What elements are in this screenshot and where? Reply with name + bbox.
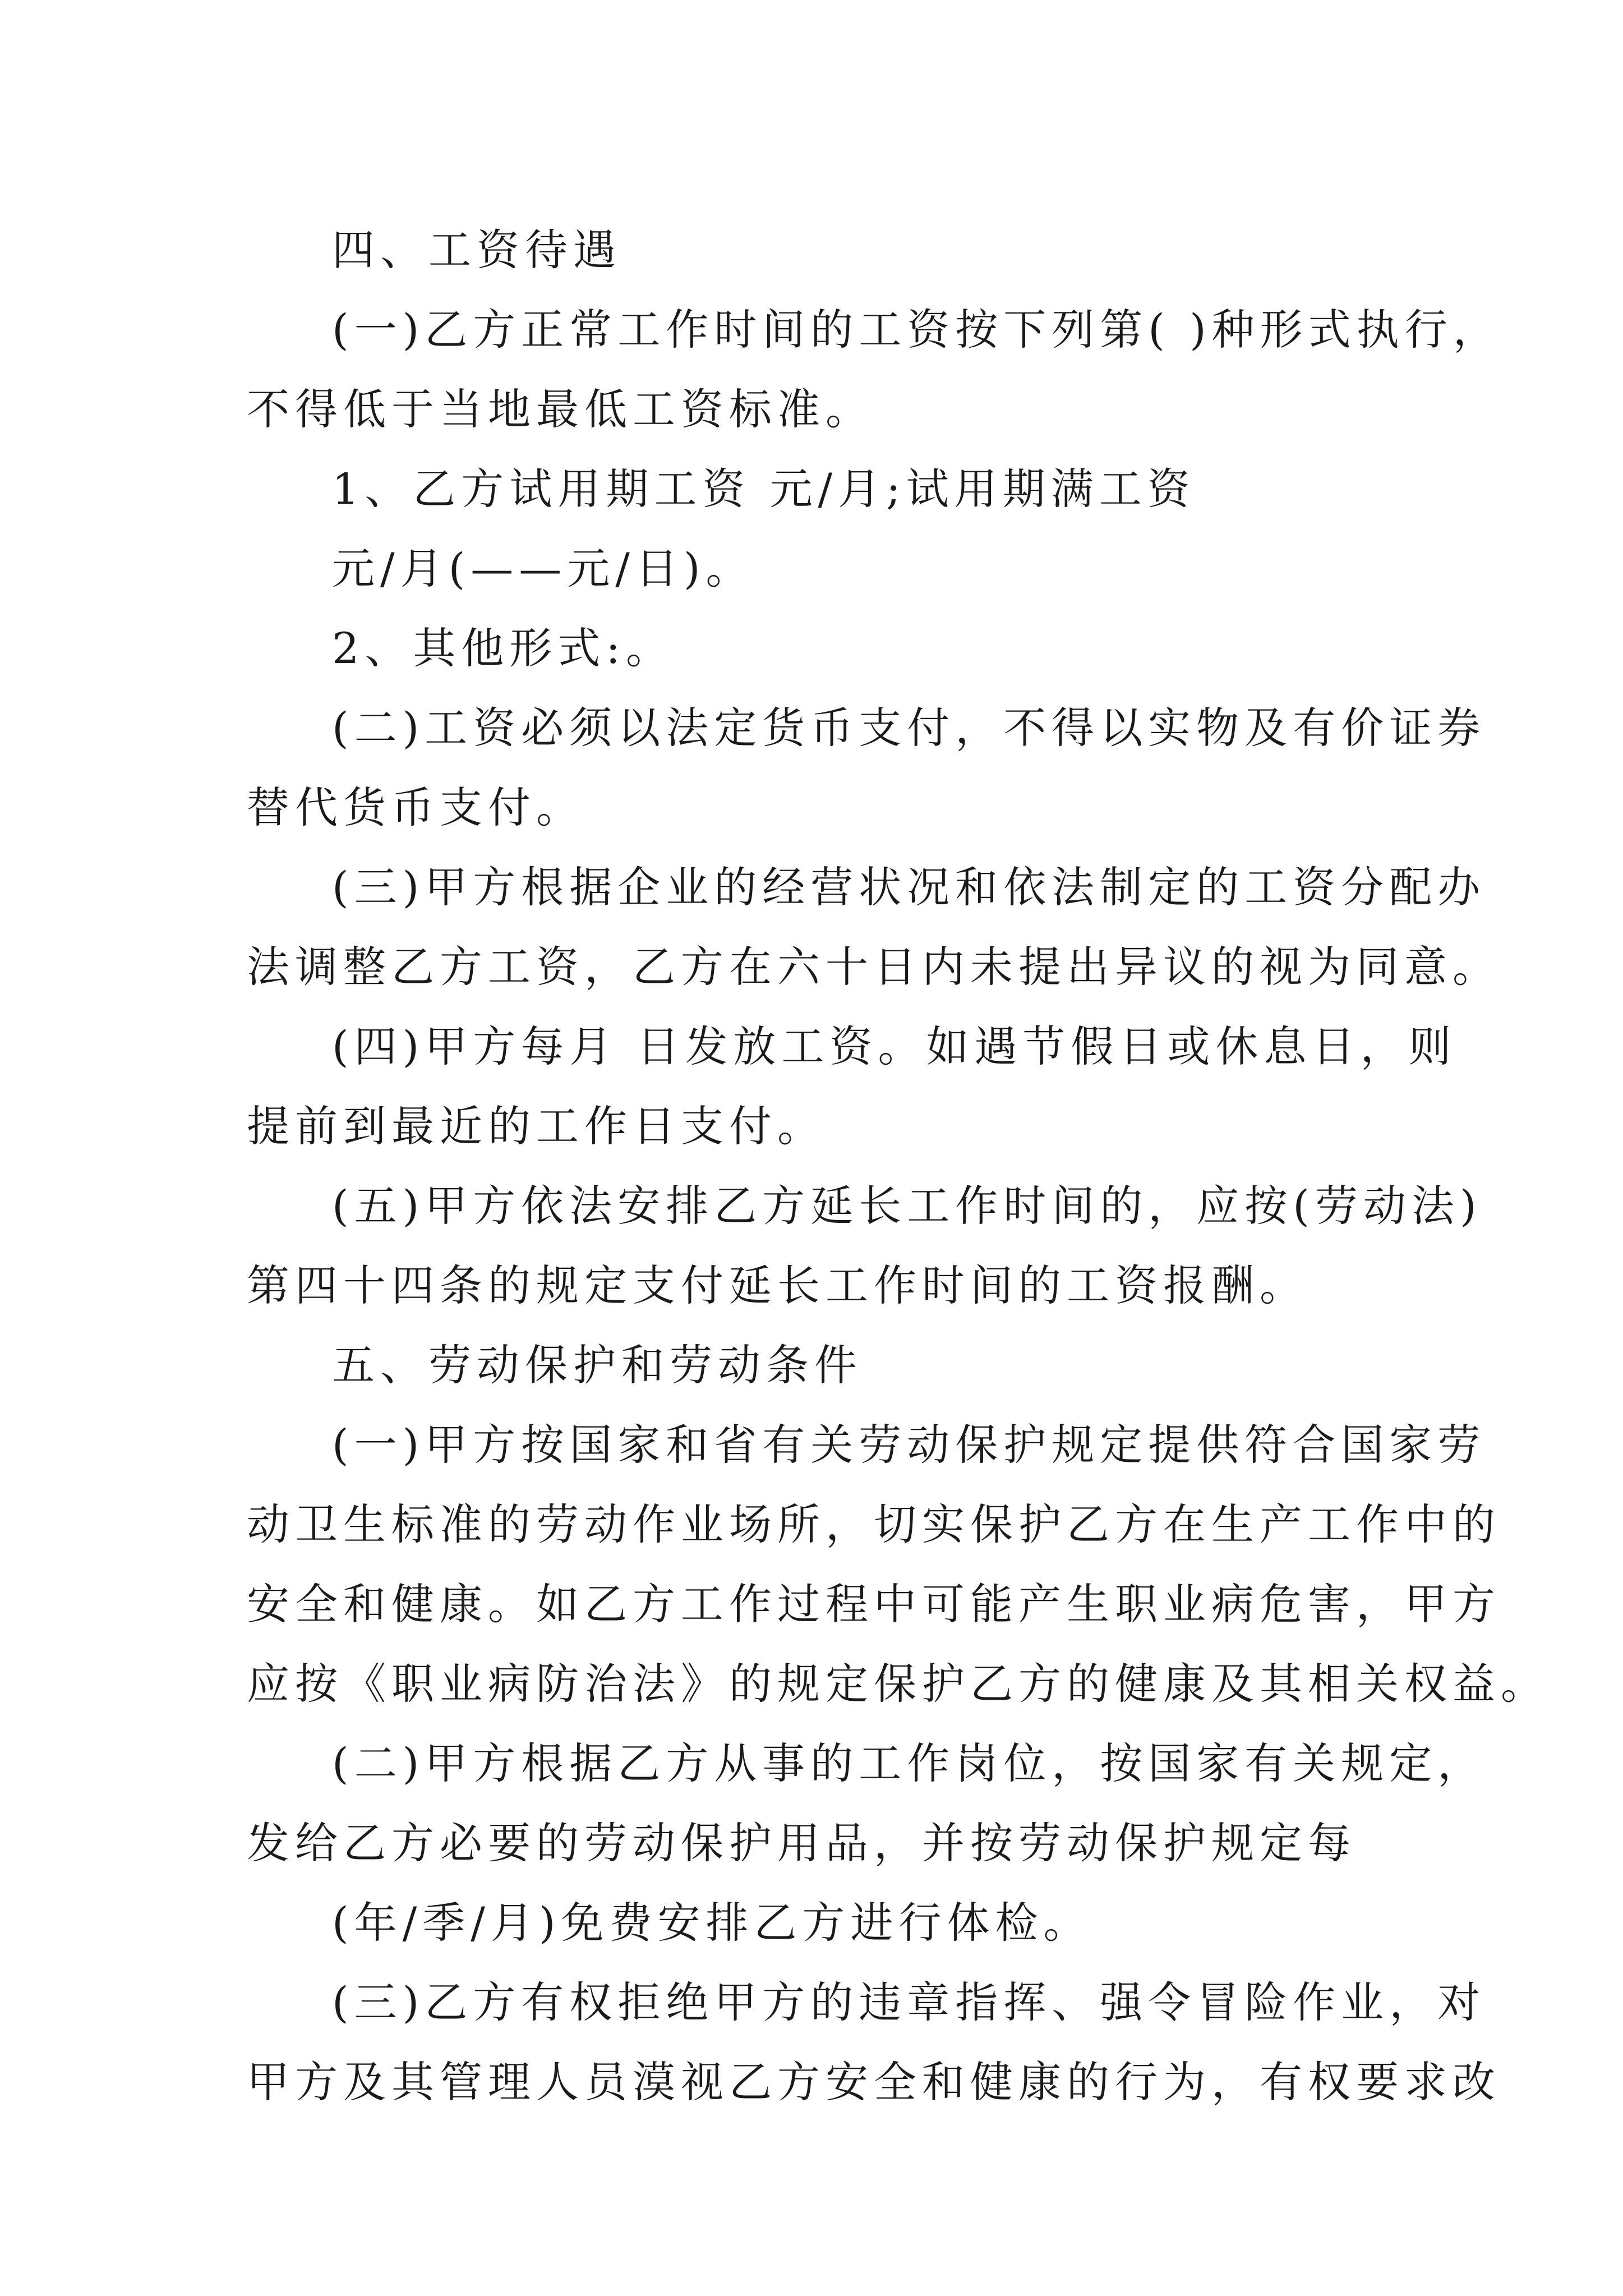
paragraph-line: 2、其他形式:。 bbox=[332, 623, 674, 673]
paragraph-line: (二)甲方根据乙方从事的工作岗位，按国家有关规定， bbox=[332, 1738, 1486, 1788]
paragraph-line: 不得低于当地最低工资标准。 bbox=[247, 384, 874, 434]
paragraph-line: (三)乙方有权拒绝甲方的违章指挥、强令冒险作业，对 bbox=[332, 1977, 1486, 2027]
paragraph-line: (二)工资必须以法定货币支付，不得以实物及有价证券 bbox=[332, 703, 1486, 753]
paragraph-line: 第四十四条的规定支付延长工作时间的工资报酬。 bbox=[247, 1260, 1308, 1310]
section-heading-labor-protection: 五、劳动保护和劳动条件 bbox=[332, 1340, 863, 1390]
paragraph-line: 法调整乙方工资，乙方在六十日内未提出异议的视为同意。 bbox=[247, 942, 1501, 992]
paragraph-line: (五)甲方依法安排乙方延长工作时间的，应按(劳动法) bbox=[332, 1181, 1482, 1231]
paragraph-line: 发给乙方必要的劳动保护用品，并按劳动保护规定每 bbox=[247, 1818, 1356, 1868]
paragraph-line: (年/季/月)免费安排乙方进行体检。 bbox=[332, 1898, 1092, 1948]
paragraph-line: 应按《职业病防治法》的规定保护乙方的健康及其相关权益。 bbox=[247, 1659, 1549, 1709]
paragraph-line: (一)乙方正常工作时间的工资按下列第( )种形式执行， bbox=[332, 305, 1501, 355]
paragraph-line: 动卫生标准的劳动作业场所，切实保护乙方在生产工作中的 bbox=[247, 1499, 1501, 1549]
paragraph-line: 安全和健康。如乙方工作过程中可能产生职业病危害，甲方 bbox=[247, 1579, 1501, 1629]
paragraph-line: (一)甲方按国家和省有关劳动保护规定提供符合国家劳 bbox=[332, 1420, 1486, 1470]
section-heading-wages: 四、工资待遇 bbox=[332, 225, 621, 275]
paragraph-line: (三)甲方根据企业的经营状况和依法制定的工资分配办 bbox=[332, 862, 1486, 912]
paragraph-line: 甲方及其管理人员漠视乙方安全和健康的行为，有权要求改 bbox=[247, 2057, 1501, 2107]
paragraph-line: 替代货币支付。 bbox=[247, 783, 584, 832]
paragraph-line: 元/月(——元/日)。 bbox=[332, 544, 754, 593]
paragraph-line: (四)甲方每月 日发放工资。如遇节假日或休息日，则 bbox=[332, 1022, 1457, 1071]
document-body bbox=[247, 210, 1549, 2122]
paragraph-line: 1、乙方试用期工资 元/月;试用期满工资 bbox=[332, 464, 1196, 514]
paragraph-line: 提前到最近的工作日支付。 bbox=[247, 1101, 826, 1151]
